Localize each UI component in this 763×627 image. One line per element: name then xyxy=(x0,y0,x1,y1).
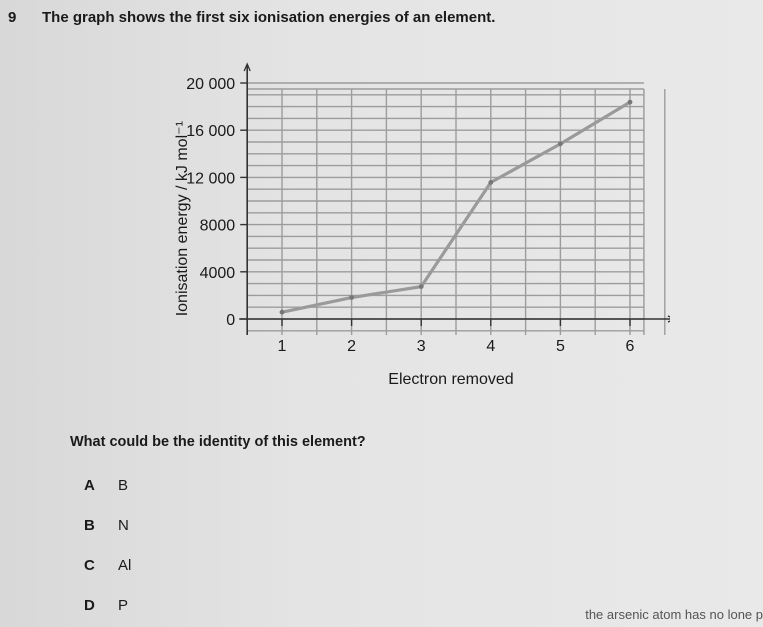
data-point xyxy=(419,284,424,289)
option-letter[interactable]: B xyxy=(84,517,95,534)
y-tick-label: 20 000 xyxy=(186,76,236,93)
data-point xyxy=(349,295,354,300)
data-point xyxy=(628,100,633,105)
x-tick-label: 4 xyxy=(486,338,496,355)
y-tick-label: 16 000 xyxy=(186,123,236,141)
option-text[interactable]: N xyxy=(118,517,129,534)
x-tick-label: 5 xyxy=(555,338,565,355)
option-text[interactable]: B xyxy=(118,477,129,494)
x-tick-label: 6 xyxy=(625,338,635,355)
chart-grid xyxy=(247,83,665,335)
ionisation-energy-chart xyxy=(150,50,670,395)
option-letter[interactable]: A xyxy=(84,477,95,494)
option-text[interactable]: P xyxy=(118,597,129,614)
question-number: 9 xyxy=(8,9,17,26)
y-tick-label: 12 000 xyxy=(186,170,236,188)
chart-labels xyxy=(174,76,635,388)
x-tick-label: 1 xyxy=(277,338,287,355)
data-point xyxy=(558,141,563,146)
y-tick-label: 4000 xyxy=(199,264,236,282)
x-tick-label: 2 xyxy=(347,338,357,355)
y-tick-label: 0 xyxy=(226,312,236,329)
data-point xyxy=(280,310,285,315)
option-letter[interactable]: C xyxy=(84,557,95,574)
data-point xyxy=(488,180,493,185)
option-text[interactable]: Al xyxy=(118,557,132,574)
question-prompt: What could be the identity of this element? xyxy=(70,434,366,450)
option-letter[interactable]: D xyxy=(84,597,95,614)
x-tick-label: 3 xyxy=(416,338,426,355)
chart-axes xyxy=(239,64,670,335)
footnote-text: the arsenic atom has no lone p xyxy=(585,607,763,622)
question-text: The graph shows the first six ionisation energies of an element. xyxy=(42,9,496,26)
y-axis-title: Ionisation energy / kJ mol⁻¹ xyxy=(174,121,191,317)
y-tick-label: 8000 xyxy=(199,217,236,235)
x-axis-title: Electron removed xyxy=(388,371,514,388)
